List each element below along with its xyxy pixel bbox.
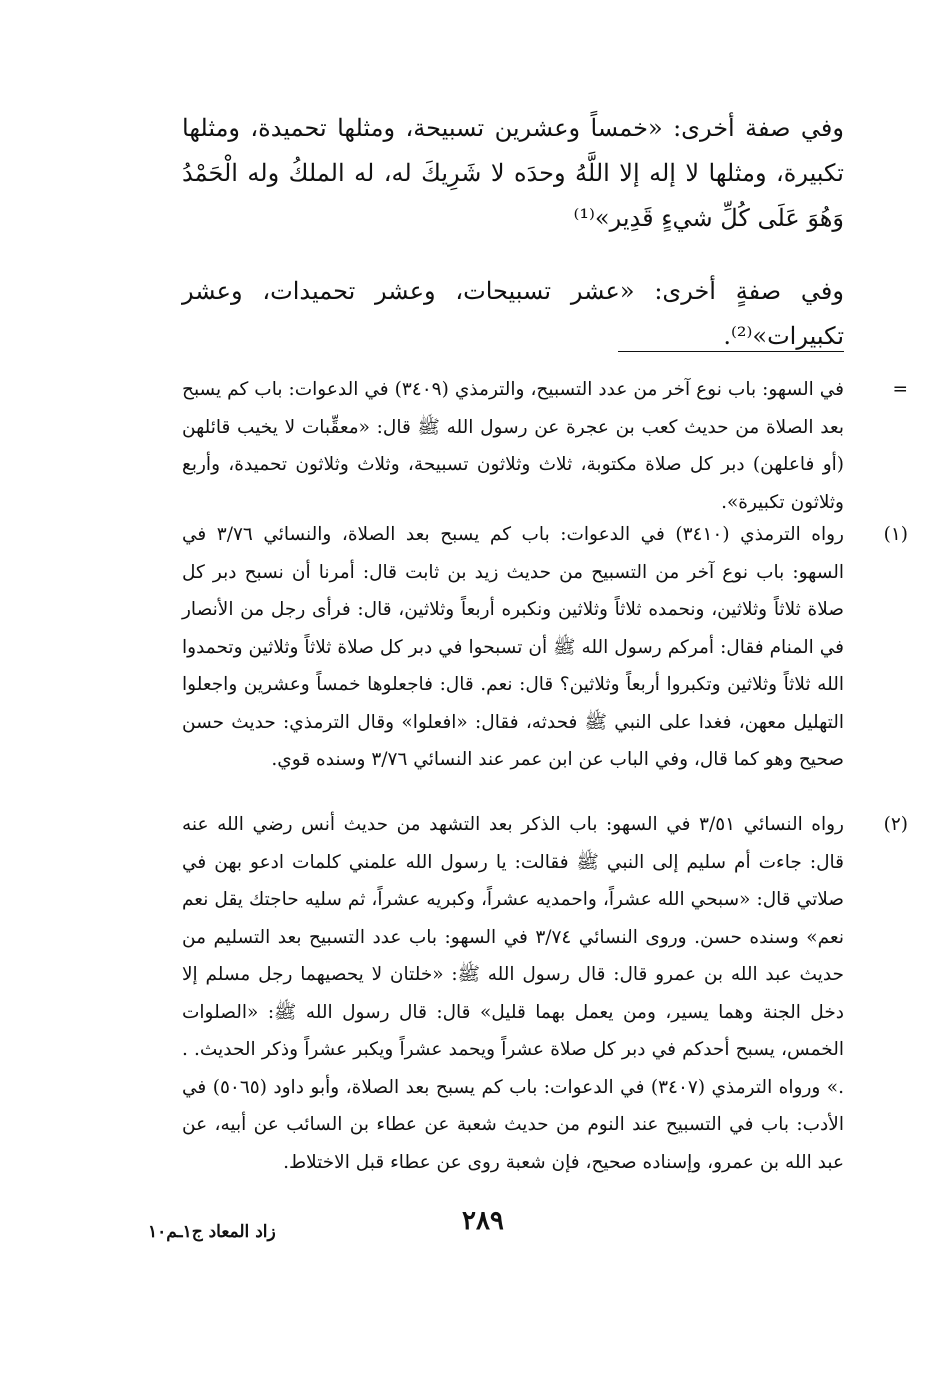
footnote-marker: (٢) xyxy=(883,814,908,835)
footnote-1 xyxy=(182,516,908,779)
footnote-text: في السهو: باب نوع آخر من عدد التسبيح، والترمذي (٣٤٠٩) في الدعوات: باب كم يسبح بعد الصلاة من حديث كعب بن عجرة عن رسول الله ﷺ قال: «معقِّبات لا يخيب قائلهن (أو فاعلهن) دبر كل صلاة مكتوبة، ثلاث وثلاثون تسبيحة، وثلاث وثلاثون تحميدة، وأربع وثلاثون تكبيرة». xyxy=(182,379,844,513)
footnote-text: رواه الترمذي (٣٤١٠) في الدعوات: باب كم يسبح بعد الصلاة، والنسائي ٣/٧٦ في السهو: باب نوع آخر من التسبيح من حديث زيد بن ثابت قال: أمرنا أن نسبح دبر كل صلاة ثلاثاً وثلاثين، ونحمده ثلاثاً وثلاثين ونكبره أربعاً وثلاثين، قال: فرأى رجل من الأنصار في المنام فقال: أمركم رسول الله ﷺ أن تسبحوا في دبر كل صلاة ثلاثاً وثلاثين وتحمدوا الله ثلاثاً وثلاثين وتكبروا أربعاً وثلاثين؟ قال: نعم. قال: فاجعلوها خمساً وعشرين واجعلوا التهليل معهن، فغدا على النبي ﷺ فحدثه، فقال: «افعلوا» وقال الترمذي: حديث حسن صحيح وهو كما قال، وفي الباب عن ابن عمر عند النسائي ٣/٧٦ وسنده قوي. xyxy=(182,524,844,770)
main-paragraph-2: وفي صفةٍ أخرى: «عشر تسبيحات، وعشر تحميدات، وعشر تكبيرات»⁽²⁾. xyxy=(182,277,844,350)
footnote-separator xyxy=(618,351,844,352)
footnote-marker: = xyxy=(892,379,908,400)
footnote-marker: (١) xyxy=(883,524,908,545)
main-paragraph-1: وفي صفة أخرى: «خمساً وعشرين تسبيحة، ومثلها تحميدة، ومثلها تكبيرة، ومثلها لا إله إلا اللَّهُ وحدَه لا شَرِيكَ له، له الملكُ وله الْحَمْدُ وَهُوَ عَلَى كُلِّ شيءٍ قَدِير»⁽¹⁾ xyxy=(182,114,844,232)
footnote-continuation xyxy=(182,371,908,521)
footnote-text: رواه النسائي ٣/٥١ في السهو: باب الذكر بعد التشهد من حديث أنس رضي الله عنه قال: جاءت أم سليم إلى النبي ﷺ فقالت: يا رسول الله علمني كلمات ادعو بهن في صلاتي قال: «سبحي الله عشراً، واحمديه عشراً، وكبريه عشراً، ثم سليه حاجتك يقل نعم نعم» وسنده حسن. وروى النسائي ٣/٧٤ في السهو: باب عدد التسبيح بعد التسليم من حديث عبد الله بن عمرو قال: قال رسول الله ﷺ: «خلتان لا يحصيهما رجل مسلم إلا دخل الجنة وهما يسير، ومن يعمل بهما قليل» قال: قال رسول الله ﷺ: «الصلوات الخمس، يسبح أحدكم في دبر كل صلاة عشراً ويحمد عشراً ويكبر عشراً وذكر الحديث. . .» ورواه الترمذي (٣٤٠٧) في الدعوات: باب كم يسبح بعد الصلاة، وأبو داود (٥٠٦٥) في الأدب: باب في التسبيح عند النوم من حديث شعبة عن عطاء بن السائب عن أبيه، عن عبد الله بن عمرو، وإسناده صحيح، فإن شعبة روى عن عطاء قبل الاختلاط. xyxy=(182,814,845,1173)
book-signature: زاد المعاد ج١ـم١٠ xyxy=(148,1222,276,1242)
page-number: ٢٨٩ xyxy=(462,1206,504,1236)
footnote-2 xyxy=(182,806,908,1181)
